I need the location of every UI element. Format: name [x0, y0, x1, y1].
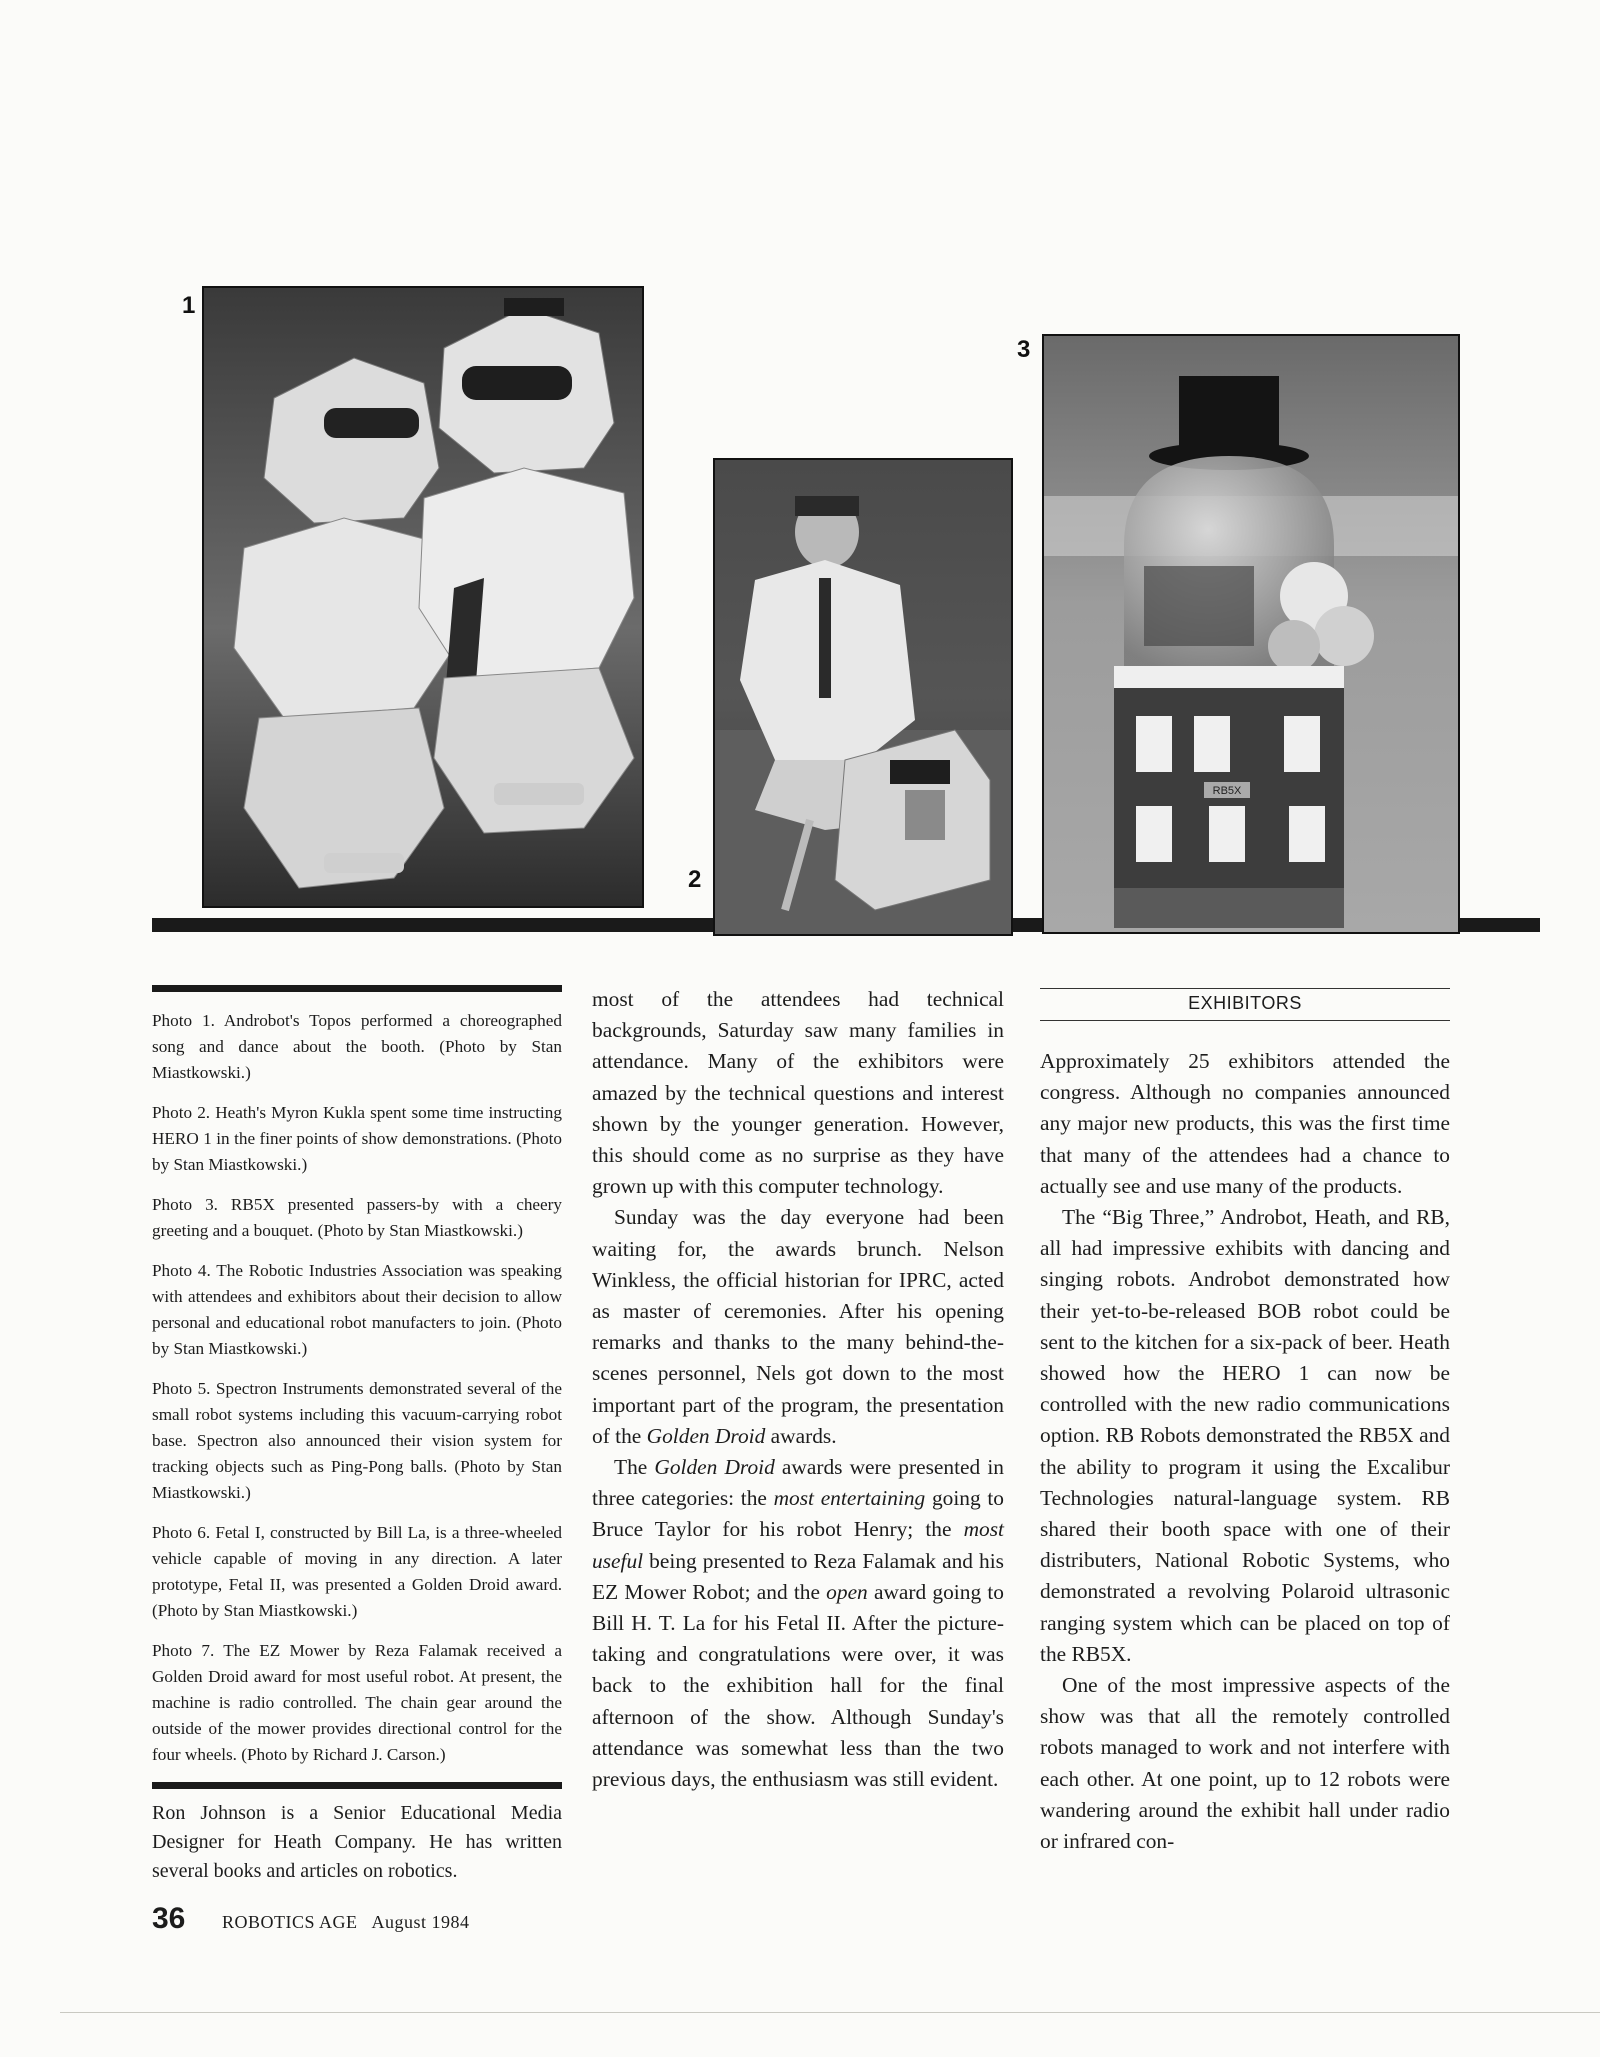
photo-2-number: 2 [688, 866, 702, 893]
photo-2 [713, 458, 1013, 936]
photo-3-number: 3 [1017, 336, 1031, 363]
right-paragraph-2: The “Big Three,” Androbot, Heath, and RB, all had impressive exhibits with dancing and singing robots. Androbot demonstrated how their yet-to-be-released BOB robot could be sent to the kitchen for a six-pack of beer. Heath showed how the HERO 1 can now be controlled with the new radio communications option. RB Robots demonstrated the RB5X and the ability to program it using the Excalibur Technologies natural-language system. RB shared their booth space with one of their distributers, National Robotic Systems, who demonstrated a revolving Polaroid ultrasonic ranging system which can be placed on top of the RB5X. [1040, 1205, 1450, 1666]
caption-photo-1: Photo 1. Androbot's Topos performed a choreographed song and dance about the booth. (Photo by Stan Miastkowski.) [152, 1011, 562, 1082]
article-middle-column [592, 984, 1004, 1795]
twin-topos-robots-photo-icon [204, 288, 642, 906]
man-with-hero1-robot-photo-icon [715, 460, 1011, 934]
captions-top-rule [152, 985, 562, 992]
middle-paragraph-3: The Golden Droid awards were presented in three categories: the most entertaining going to Bruce Taylor for his robot Henry; the most useful being presented to Reza Falamak and his EZ Mower Robot; and the open award going to Bill H. T. La for his Fetal II. After the picture-taking and congratulations were over, it was back to the exhibition hall for the final afternoon of the show. Although Sunday's attendance was somewhat less than the two previous days, the enthusiasm was still evident. [592, 1455, 1005, 1792]
article-right-column [1040, 1046, 1450, 1857]
right-paragraph-1: Approximately 25 exhibitors attended the congress. Although no companies announced any major new products, this was the first time that many of the attendees had a chance to actually see and use many of the products. [1040, 1049, 1450, 1198]
middle-paragraph-1: most of the attendees had technical backgrounds, Saturday saw many families in attendance. Many of the exhibitors were amazed by the technical questions and interest shown by the younger generation. However, this should come as no surprise as they have grown up with this computer technology. [592, 987, 1004, 1199]
captions-column [152, 985, 562, 1886]
rb5x-label: RB5X [1212, 785, 1242, 797]
section-heading-exhibitors: EXHIBITORS [1040, 988, 1450, 1021]
bio-top-rule [152, 1782, 562, 1789]
middle-paragraph-2: Sunday was the day everyone had been waiting for, the awards brunch. Nelson Winkless, the official historian for IPRC, acted as master of ceremonies. After his opening remarks and thanks to the many behind-the-scenes personnel, Nels got down to the most important part of the program, the presentation of the Golden Droid awards. [592, 1205, 1004, 1448]
publication-name: ROBOTICS AGE [222, 1912, 358, 1932]
photo-1-number: 1 [182, 292, 196, 319]
photo-1 [202, 286, 644, 908]
caption-photo-4: Photo 4. The Robotic Industries Association was speaking with attendees and exhibitors about their decision to allow personal and educational robot manufacters to join. (Photo by Stan Miastkowski.) [152, 1261, 562, 1358]
author-bio: Ron Johnson is a Senior Educational Media Designer for Heath Company. He has written several books and articles on robotics. [152, 1802, 562, 1882]
right-paragraph-3: One of the most impressive aspects of the show was that all the remotely controlled robots managed to work and not interfere with each other. At one point, up to 12 robots were wandering around the exhibit hall under radio or infrared con- [1040, 1673, 1450, 1854]
photo-3 [1042, 334, 1460, 934]
caption-photo-2: Photo 2. Heath's Myron Kukla spent some time instructing HERO 1 in the finer points of show demonstrations. (Photo by Stan Miastkowski.) [152, 1103, 562, 1174]
caption-photo-7: Photo 7. The EZ Mower by Reza Falamak received a Golden Droid award for most useful robot. At present, the machine is radio controlled. The chain gear around the outside of the mower provides directional control for the four wheels. (Photo by Richard J. Carson.) [152, 1641, 562, 1764]
caption-photo-3: Photo 3. RB5X presented passers-by with a cheery greeting and a bouquet. (Photo by Stan Miastkowski.) [152, 1195, 562, 1240]
page-number: 36 [152, 1902, 186, 1935]
caption-photo-6: Photo 6. Fetal I, constructed by Bill La, is a three-wheeled vehicle capable of moving in any direction. A later prototype, Fetal II, was presented a Golden Droid award. (Photo by Stan Miastkowski.) [152, 1523, 562, 1620]
running-footer [222, 1912, 470, 1933]
caption-photo-5: Photo 5. Spectron Instruments demonstrated several of the small robot systems including this vacuum-carrying robot base. Spectron also announced their vision system for tracking objects such as Ping-Pong balls. (Photo by Stan Miastkowski.) [152, 1379, 562, 1502]
issue-date: August 1984 [371, 1912, 470, 1932]
page-bottom-edge [60, 2012, 1600, 2013]
rb5x-robot-with-top-hat-photo-icon [1044, 336, 1458, 932]
